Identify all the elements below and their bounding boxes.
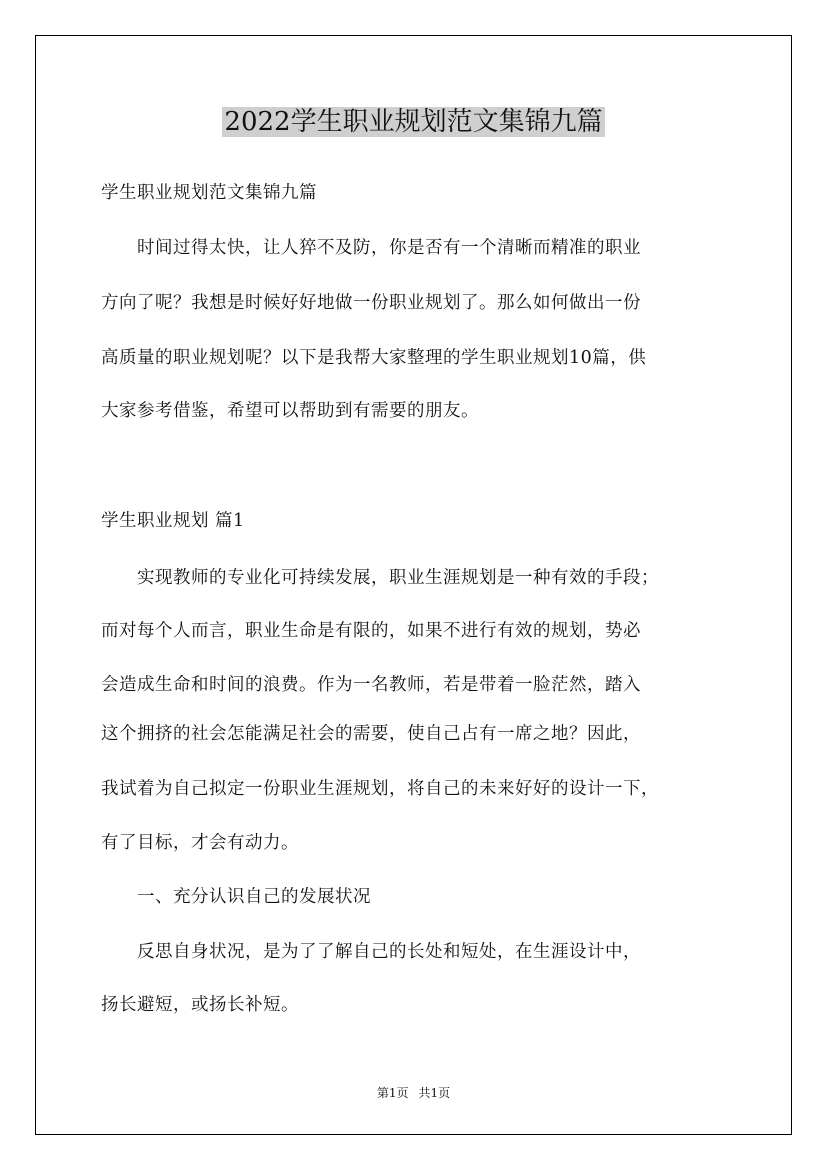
intro-line: 高质量的职业规划呢？以下是我帮大家整理的学生职业规划10篇，供 (101, 348, 647, 368)
section-line: 实现教师的专业化可持续发展，职业生涯规划是一种有效的手段； (101, 568, 659, 588)
section-line: 会造成生命和时间的浪费。作为一名教师，若是带着一脸茫然，踏入 (101, 675, 641, 695)
document-title-text: 2022学生职业规划范文集锦九篇 (224, 107, 603, 137)
section-line: 有了目标，才会有动力。 (101, 833, 299, 853)
section-line: 扬长避短，或扬长补短。 (101, 995, 299, 1015)
document-title (0, 104, 827, 140)
section-line: 而对每个人而言，职业生命是有限的，如果不进行有效的规划，势必 (101, 621, 641, 641)
section-heading: 学生职业规划 篇1 (101, 511, 245, 531)
intro-line: 方向了呢？我想是时候好好地做一份职业规划了。那么如何做出一份 (101, 293, 641, 313)
section-line: 这个拥挤的社会怎能满足社会的需要，使自己占有一席之地？因此， (101, 724, 641, 744)
subsection-heading: 一、充分认识自己的发展状况 (101, 887, 371, 907)
page-number-current: 第1页 (376, 1086, 409, 1100)
document-subtitle: 学生职业规划范文集锦九篇 (101, 183, 317, 203)
intro-line: 大家参考借鉴，希望可以帮助到有需要的朋友。 (101, 401, 479, 421)
page-footer (0, 1085, 827, 1101)
section-line: 反思自身状况，是为了了解自己的长处和短处，在生涯设计中， (101, 942, 641, 962)
page-number-total: 共1页 (418, 1086, 451, 1100)
intro-line: 时间过得太快，让人猝不及防，你是否有一个清晰而精准的职业 (101, 238, 641, 258)
section-line: 我试着为自己拟定一份职业生涯规划，将自己的未来好好的设计一下， (101, 779, 659, 799)
